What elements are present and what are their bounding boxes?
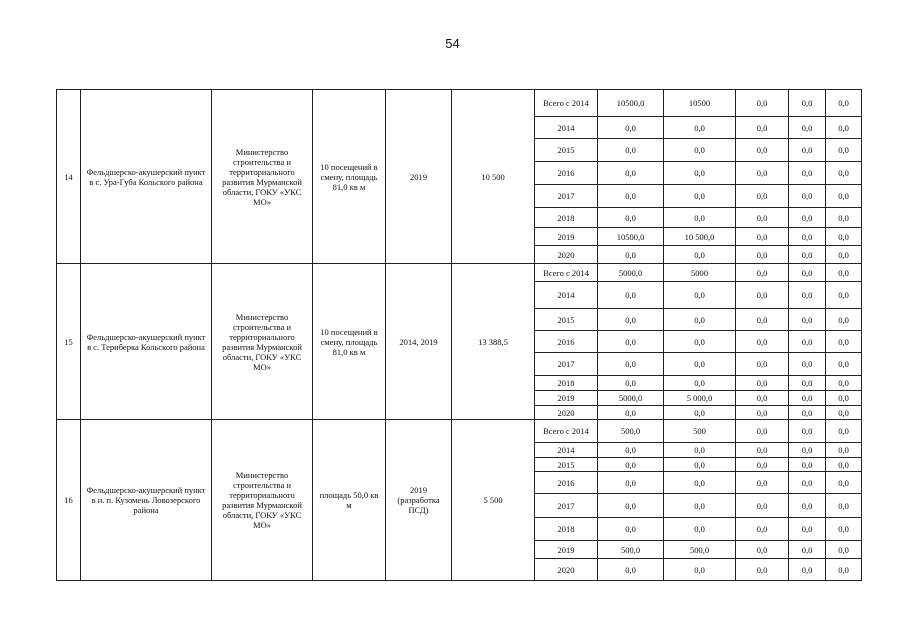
value-cell: 0,0 — [598, 208, 664, 228]
value-cell: 10500 — [664, 90, 736, 117]
value-cell: 0,0 — [598, 559, 664, 581]
value-cell: 0,0 — [736, 494, 789, 518]
value-cell: 0,0 — [736, 420, 789, 443]
value-cell: 0,0 — [789, 246, 826, 264]
table-body — [57, 90, 862, 581]
value-cell: 0,0 — [598, 472, 664, 494]
value-cell: 0,0 — [598, 331, 664, 353]
year-cell: Всего с 2014 — [535, 90, 598, 117]
value-cell: 0,0 — [826, 246, 862, 264]
value-cell: 0,0 — [826, 90, 862, 117]
value-cell: 5000,0 — [598, 264, 664, 282]
value-cell: 0,0 — [736, 228, 789, 246]
value-cell: 0,0 — [826, 541, 862, 559]
value-cell: 0,0 — [598, 518, 664, 541]
value-cell: 10500,0 — [598, 90, 664, 117]
project-capacity: площадь 50,0 кв м — [313, 420, 386, 581]
project-name: Фельдшерско-акушерский пункт в с. Териберка Кольского района — [81, 264, 212, 420]
value-cell: 0,0 — [598, 117, 664, 139]
value-cell: 0,0 — [736, 518, 789, 541]
value-cell: 5000,0 — [598, 391, 664, 406]
value-cell: 0,0 — [826, 331, 862, 353]
value-cell: 0,0 — [736, 90, 789, 117]
value-cell: 5000 — [664, 264, 736, 282]
value-cell: 0,0 — [598, 353, 664, 376]
year-cell: 2020 — [535, 246, 598, 264]
value-cell: 0,0 — [664, 246, 736, 264]
value-cell: 0,0 — [789, 228, 826, 246]
value-cell: 0,0 — [664, 282, 736, 309]
year-cell: Всего с 2014 — [535, 264, 598, 282]
value-cell: 0,0 — [789, 406, 826, 420]
project-number: 15 — [57, 264, 81, 420]
value-cell: 0,0 — [789, 458, 826, 472]
value-cell: 0,0 — [736, 264, 789, 282]
value-cell: 0,0 — [789, 117, 826, 139]
value-cell: 0,0 — [789, 264, 826, 282]
value-cell: 0,0 — [736, 406, 789, 420]
value-cell: 0,0 — [664, 559, 736, 581]
value-cell: 0,0 — [789, 331, 826, 353]
value-cell: 0,0 — [736, 559, 789, 581]
value-cell: 0,0 — [789, 162, 826, 185]
project-organization: Министерство строительства и территориального развития Мурманской области, ГОКУ «УКС МО» — [212, 264, 313, 420]
value-cell: 0,0 — [664, 117, 736, 139]
value-cell: 0,0 — [789, 309, 826, 331]
year-cell: 2014 — [535, 443, 598, 458]
value-cell: 0,0 — [789, 139, 826, 162]
value-cell: 0,0 — [826, 162, 862, 185]
value-cell: 0,0 — [664, 139, 736, 162]
value-cell: 0,0 — [789, 518, 826, 541]
project-number: 14 — [57, 90, 81, 264]
year-cell: Всего с 2014 — [535, 420, 598, 443]
year-cell: 2015 — [535, 139, 598, 162]
project-years: 2014, 2019 — [386, 264, 452, 420]
value-cell: 0,0 — [789, 494, 826, 518]
value-cell: 500,0 — [664, 541, 736, 559]
year-cell: 2020 — [535, 406, 598, 420]
value-cell: 0,0 — [826, 309, 862, 331]
value-cell: 0,0 — [826, 472, 862, 494]
value-cell: 0,0 — [736, 331, 789, 353]
value-cell: 0,0 — [598, 494, 664, 518]
year-cell: 2015 — [535, 458, 598, 472]
value-cell: 0,0 — [664, 376, 736, 391]
year-cell: 2016 — [535, 472, 598, 494]
value-cell: 0,0 — [598, 309, 664, 331]
value-cell: 0,0 — [736, 541, 789, 559]
project-number: 16 — [57, 420, 81, 581]
value-cell: 0,0 — [826, 376, 862, 391]
value-cell: 0,0 — [826, 208, 862, 228]
value-cell: 0,0 — [789, 282, 826, 309]
value-cell: 10 500,0 — [664, 228, 736, 246]
project-cost: 10 500 — [452, 90, 535, 264]
project-cost: 5 500 — [452, 420, 535, 581]
value-cell: 0,0 — [664, 208, 736, 228]
value-cell: 0,0 — [789, 443, 826, 458]
value-cell: 500 — [664, 420, 736, 443]
value-cell: 0,0 — [736, 458, 789, 472]
value-cell: 0,0 — [736, 309, 789, 331]
value-cell: 0,0 — [598, 246, 664, 264]
value-cell: 0,0 — [789, 353, 826, 376]
year-cell: 2017 — [535, 494, 598, 518]
value-cell: 0,0 — [598, 162, 664, 185]
value-cell: 0,0 — [826, 185, 862, 208]
project-organization: Министерство строительства и территориального развития Мурманской области, ГОКУ «УКС МО» — [212, 90, 313, 264]
value-cell: 0,0 — [789, 559, 826, 581]
value-cell: 0,0 — [826, 139, 862, 162]
project-years: 2019 — [386, 90, 452, 264]
value-cell: 0,0 — [664, 185, 736, 208]
value-cell: 0,0 — [789, 90, 826, 117]
value-cell: 0,0 — [736, 443, 789, 458]
value-cell: 0,0 — [736, 376, 789, 391]
value-cell: 0,0 — [598, 443, 664, 458]
value-cell: 0,0 — [826, 264, 862, 282]
value-cell: 0,0 — [736, 208, 789, 228]
year-cell: 2020 — [535, 559, 598, 581]
value-cell: 0,0 — [736, 185, 789, 208]
value-cell: 0,0 — [789, 541, 826, 559]
project-capacity: 10 посещений в смену, площадь 81,0 кв м — [313, 90, 386, 264]
value-cell: 0,0 — [789, 391, 826, 406]
value-cell: 0,0 — [736, 391, 789, 406]
value-cell: 0,0 — [664, 443, 736, 458]
project-name: Фельдшерско-акушерский пункт в с. Ура-Губа Кольского района — [81, 90, 212, 264]
table-row — [57, 264, 862, 282]
value-cell: 500,0 — [598, 420, 664, 443]
value-cell: 0,0 — [789, 185, 826, 208]
year-cell: 2014 — [535, 117, 598, 139]
value-cell: 0,0 — [789, 376, 826, 391]
table-row — [57, 420, 862, 443]
value-cell: 5 000,0 — [664, 391, 736, 406]
project-cost: 13 388,5 — [452, 264, 535, 420]
value-cell: 0,0 — [826, 443, 862, 458]
value-cell: 0,0 — [736, 246, 789, 264]
value-cell: 0,0 — [664, 458, 736, 472]
value-cell: 0,0 — [664, 494, 736, 518]
year-cell: 2016 — [535, 162, 598, 185]
year-cell: 2018 — [535, 518, 598, 541]
value-cell: 0,0 — [664, 353, 736, 376]
value-cell: 0,0 — [664, 309, 736, 331]
year-cell: 2019 — [535, 541, 598, 559]
year-cell: 2015 — [535, 309, 598, 331]
value-cell: 0,0 — [826, 494, 862, 518]
year-cell: 2018 — [535, 208, 598, 228]
value-cell: 0,0 — [598, 376, 664, 391]
value-cell: 0,0 — [736, 162, 789, 185]
value-cell: 0,0 — [736, 139, 789, 162]
value-cell: 10500,0 — [598, 228, 664, 246]
value-cell: 0,0 — [826, 559, 862, 581]
project-name: Фельдшерско-акушерский пункт в н. п. Кузомень Ловозерского района — [81, 420, 212, 581]
value-cell: 0,0 — [664, 162, 736, 185]
table-row — [57, 90, 862, 117]
year-cell: 2019 — [535, 391, 598, 406]
value-cell: 0,0 — [826, 117, 862, 139]
value-cell: 0,0 — [789, 472, 826, 494]
value-cell: 0,0 — [736, 282, 789, 309]
year-cell: 2018 — [535, 376, 598, 391]
value-cell: 0,0 — [664, 518, 736, 541]
value-cell: 0,0 — [826, 420, 862, 443]
year-cell: 2014 — [535, 282, 598, 309]
value-cell: 0,0 — [736, 117, 789, 139]
value-cell: 0,0 — [664, 472, 736, 494]
value-cell: 0,0 — [598, 458, 664, 472]
year-cell: 2017 — [535, 353, 598, 376]
value-cell: 0,0 — [789, 420, 826, 443]
value-cell: 500,0 — [598, 541, 664, 559]
year-cell: 2019 — [535, 228, 598, 246]
value-cell: 0,0 — [598, 185, 664, 208]
value-cell: 0,0 — [664, 331, 736, 353]
investment-table — [56, 89, 862, 581]
value-cell: 0,0 — [826, 518, 862, 541]
year-cell: 2016 — [535, 331, 598, 353]
project-capacity: 10 посещений в смену, площадь 81,0 кв м — [313, 264, 386, 420]
page-number: 54 — [445, 36, 460, 51]
value-cell: 0,0 — [736, 353, 789, 376]
value-cell: 0,0 — [664, 406, 736, 420]
value-cell: 0,0 — [598, 282, 664, 309]
value-cell: 0,0 — [826, 458, 862, 472]
value-cell: 0,0 — [789, 208, 826, 228]
value-cell: 0,0 — [826, 228, 862, 246]
value-cell: 0,0 — [598, 139, 664, 162]
value-cell: 0,0 — [826, 353, 862, 376]
value-cell: 0,0 — [826, 282, 862, 309]
value-cell: 0,0 — [736, 472, 789, 494]
value-cell: 0,0 — [826, 406, 862, 420]
project-organization: Министерство строительства и территориального развития Мурманской области, ГОКУ «УКС МО» — [212, 420, 313, 581]
project-years: 2019 (разработка ПСД) — [386, 420, 452, 581]
value-cell: 0,0 — [826, 391, 862, 406]
year-cell: 2017 — [535, 185, 598, 208]
value-cell: 0,0 — [598, 406, 664, 420]
